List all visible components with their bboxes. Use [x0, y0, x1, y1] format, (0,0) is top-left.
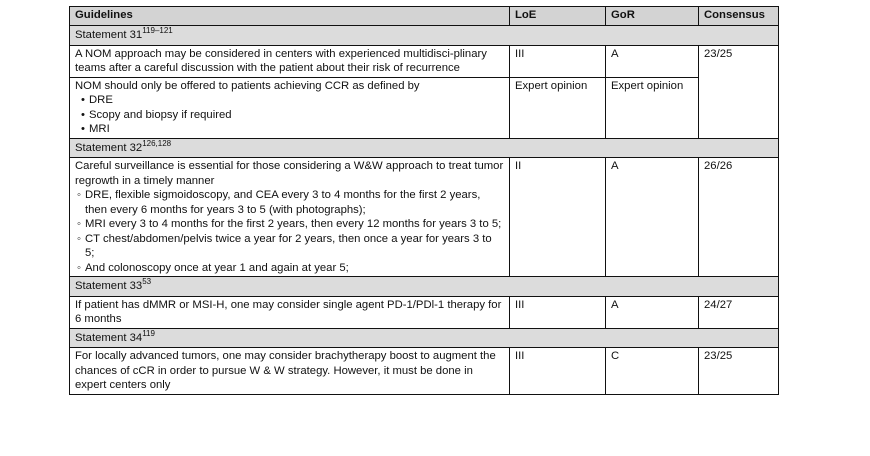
guidelines-table — [69, 6, 779, 395]
loe-value: III — [510, 348, 606, 395]
statement-heading — [70, 138, 779, 158]
statement-heading — [70, 26, 779, 46]
consensus-value: 24/27 — [699, 296, 779, 328]
guideline-cell — [70, 77, 510, 138]
surveillance-list — [75, 188, 504, 275]
statement-heading — [70, 277, 779, 297]
statement-31-row — [70, 26, 779, 46]
list-item: ◦ CT chest/abdomen/pelvis twice a year for 2 years, then once a year for years 3 to 5; — [75, 232, 504, 261]
gor-value: A — [606, 158, 699, 277]
gor-value: A — [606, 45, 699, 77]
statement-33-row — [70, 277, 779, 297]
gor-value: C — [606, 348, 699, 395]
guideline-row — [70, 77, 779, 138]
header-gor: GoR — [606, 7, 699, 26]
loe-value: Expert opinion — [510, 77, 606, 138]
statement-title: Statement 31 — [75, 29, 143, 41]
statement-title: Statement 33 — [75, 280, 143, 292]
statement-32-row — [70, 138, 779, 158]
list-item: ◦ And colonoscopy once at year 1 and again at year 5; — [75, 261, 504, 276]
guideline-text: If patient has dMMR or MSI-H, one may consider single agent PD-1/PDl-1 therapy for 6 months — [70, 296, 510, 328]
guideline-text: Careful surveillance is essential for those considering a W&W approach to treat tumor regrowth in a timely manner — [75, 160, 504, 187]
guideline-row — [70, 158, 779, 277]
consensus-value: 26/26 — [699, 158, 779, 277]
gor-value: A — [606, 296, 699, 328]
statement-references: 119–121 — [142, 26, 173, 35]
guideline-cell — [70, 158, 510, 277]
statement-references: 126,128 — [142, 138, 172, 148]
header-loe: LoE — [510, 7, 606, 26]
header-guidelines: Guidelines — [70, 7, 510, 26]
gor-value: Expert opinion — [606, 77, 699, 138]
criteria-list — [77, 93, 504, 137]
loe-value: III — [510, 45, 606, 77]
statement-references: 119 — [142, 328, 155, 338]
list-item: • MRI — [77, 122, 504, 137]
guidelines-table-page — [69, 6, 778, 395]
guideline-text: A NOM approach may be considered in centers with experienced multidisci-plinary teams after a careful discussion with the patient about their risk of recurrence — [70, 45, 510, 77]
guideline-row — [70, 45, 779, 77]
list-item: • Scopy and biopsy if required — [77, 108, 504, 123]
table-header-row — [70, 7, 779, 26]
statement-references: 53 — [142, 277, 152, 286]
statement-34-row — [70, 328, 779, 348]
consensus-value: 23/25 — [699, 348, 779, 395]
statement-title: Statement 34 — [75, 331, 143, 344]
statement-title: Statement 32 — [75, 141, 143, 154]
consensus-value: 23/25 — [699, 45, 779, 138]
header-consensus: Consensus — [699, 7, 779, 26]
guideline-row — [70, 348, 779, 395]
loe-value: II — [510, 158, 606, 277]
guideline-text: NOM should only be offered to patients achieving CCR as defined by — [75, 79, 420, 92]
list-item: ◦ DRE, flexible sigmoidoscopy, and CEA every 3 to 4 months for the first 2 years, then every 6 months for years 3 to 5 (with photographs); — [75, 188, 504, 217]
loe-value: III — [510, 296, 606, 328]
guideline-text: For locally advanced tumors, one may consider brachytherapy boost to augment the chances of cCR in order to pursue W & W strategy. However, it must be done in expert centers only — [70, 348, 510, 395]
statement-heading — [70, 328, 779, 348]
list-item: ◦ MRI every 3 to 4 months for the first 2 years, then every 12 months for years 3 to 5; — [75, 217, 504, 232]
guideline-row — [70, 296, 779, 328]
list-item: • DRE — [77, 93, 504, 108]
